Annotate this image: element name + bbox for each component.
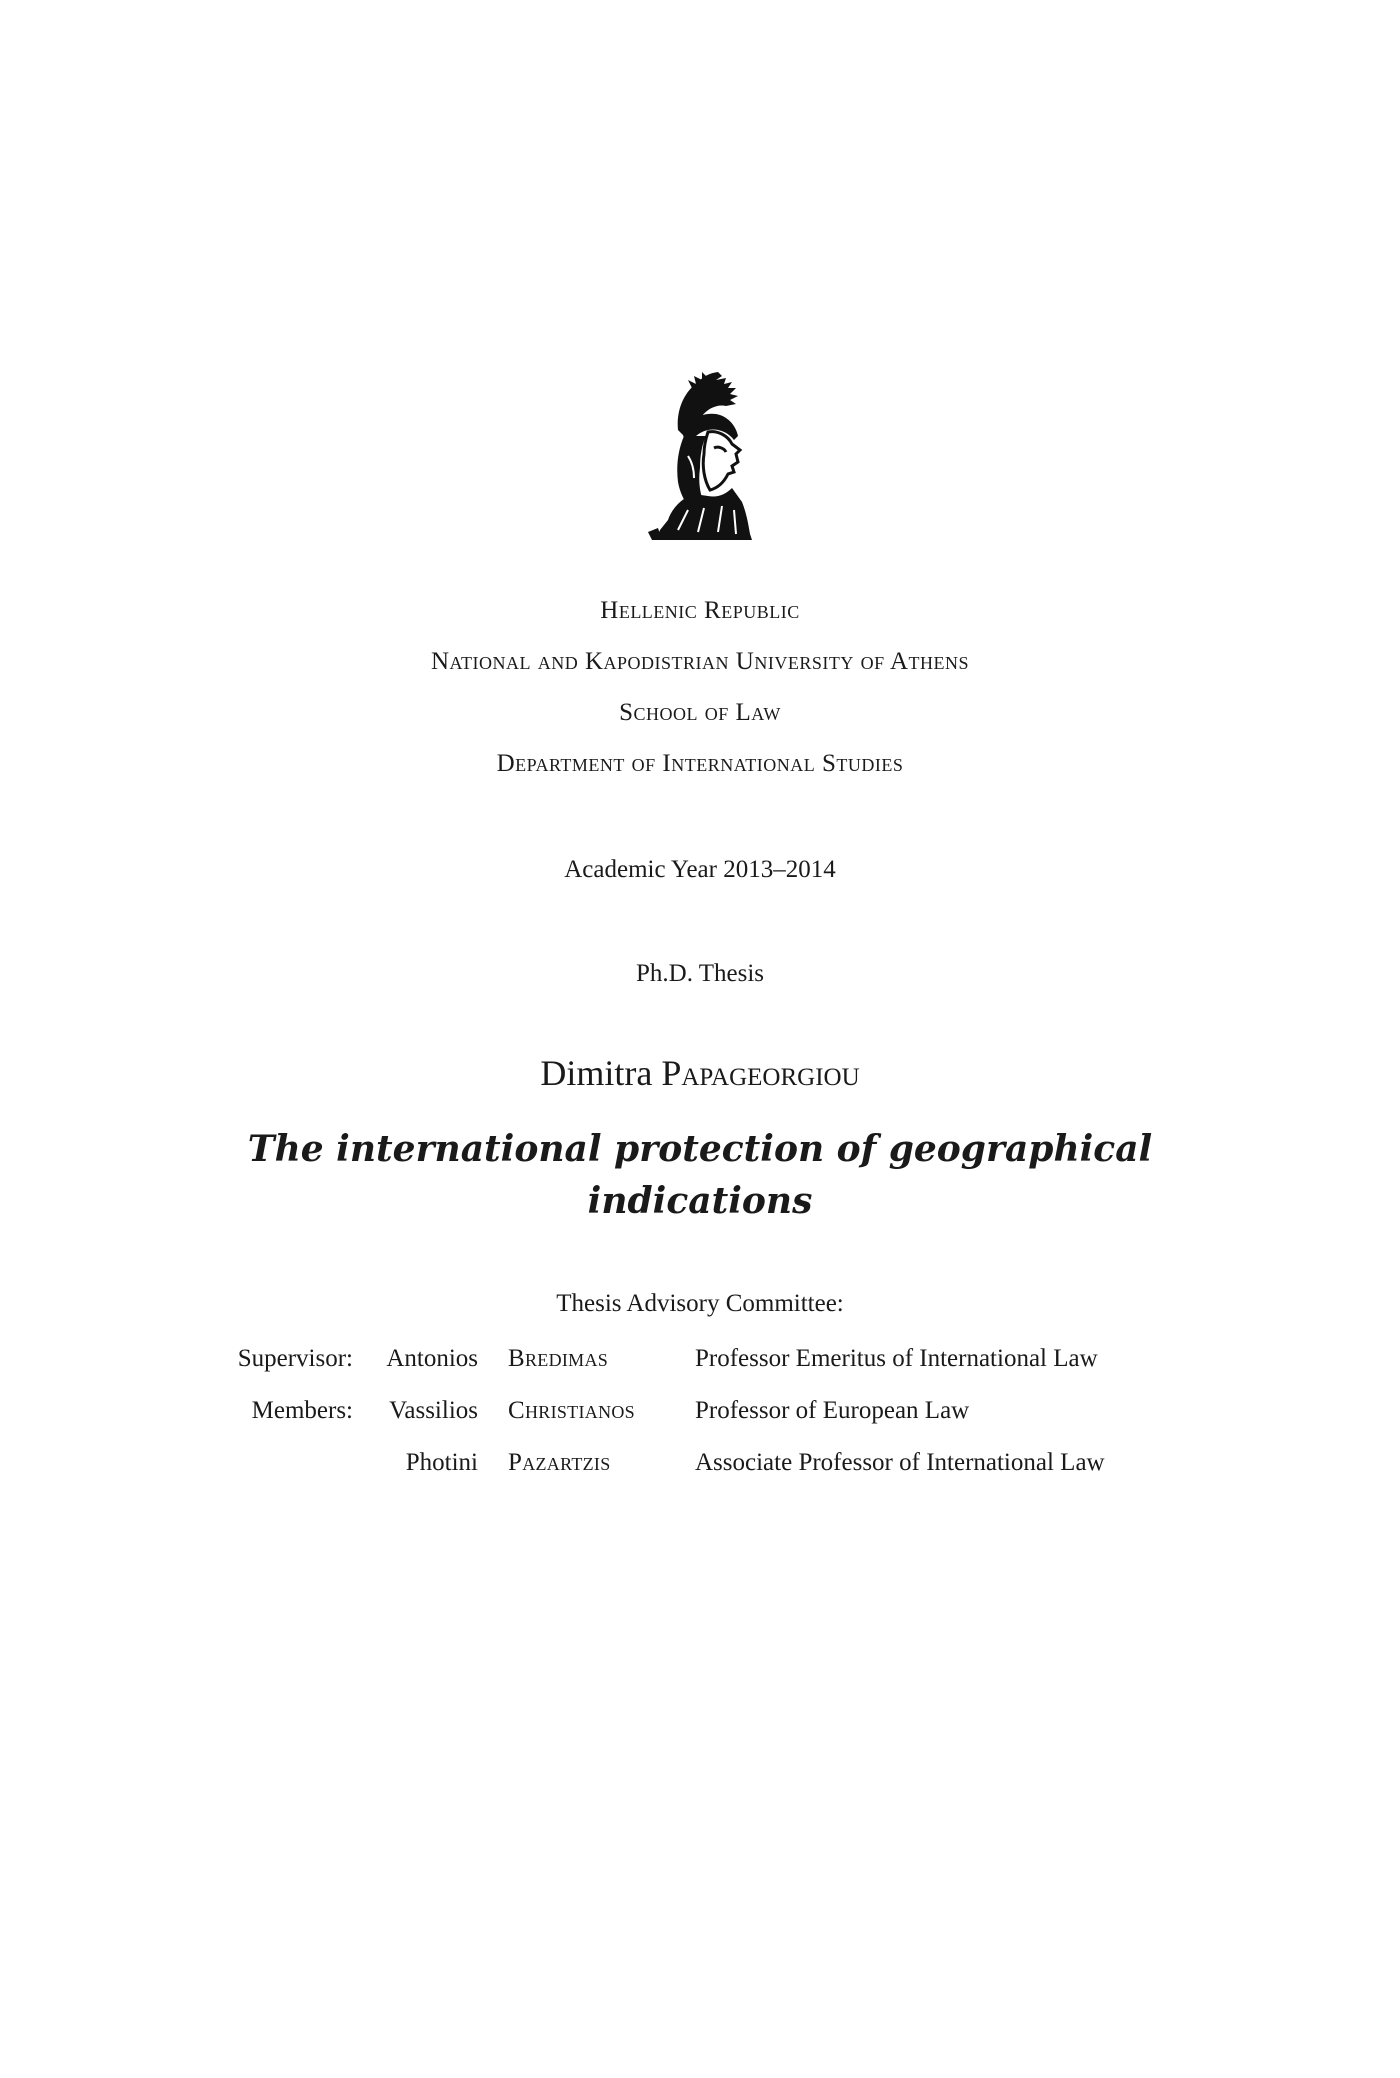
committee-first-name: Antonios — [386, 1345, 478, 1372]
committee-position: Associate Professor of International Law — [695, 1449, 1105, 1476]
committee-row — [0, 1449, 1400, 1489]
committee-heading: Thesis Advisory Committee: — [556, 1290, 844, 1317]
thesis-title-line-2: indications — [587, 1180, 813, 1222]
committee-role: Members: — [251, 1397, 353, 1424]
author-name — [0, 1052, 1400, 1094]
republic-heading: Hellenic Republic — [600, 597, 800, 624]
thesis-type: Ph.D. Thesis — [635, 960, 765, 987]
committee-row — [0, 1345, 1400, 1385]
school-name: School of Law — [619, 699, 781, 726]
committee-first-name: Photini — [405, 1449, 478, 1476]
committee-last-name: Bredimas — [508, 1345, 609, 1372]
committee-position: Professor Emeritus of International Law — [695, 1345, 1098, 1372]
academic-year: Academic Year 2013–2014 — [564, 856, 836, 883]
department-name: Department of International Studies — [496, 750, 904, 777]
author-first-name: Dimitra — [540, 1053, 653, 1093]
author-last-name: Papageorgiou — [661, 1053, 860, 1093]
athena-head-emblem-icon — [648, 370, 762, 542]
committee-position: Professor of European Law — [695, 1397, 970, 1424]
committee-row — [0, 1397, 1400, 1437]
committee-first-name: Vassilios — [389, 1397, 478, 1424]
committee-last-name: Pazartzis — [508, 1449, 611, 1476]
committee-last-name: Christianos — [508, 1397, 635, 1424]
committee-role: Supervisor: — [237, 1345, 353, 1372]
thesis-title-line-1: The international protection of geographical — [247, 1128, 1153, 1170]
university-name: National and Kapodistrian University of Athens — [430, 648, 970, 675]
